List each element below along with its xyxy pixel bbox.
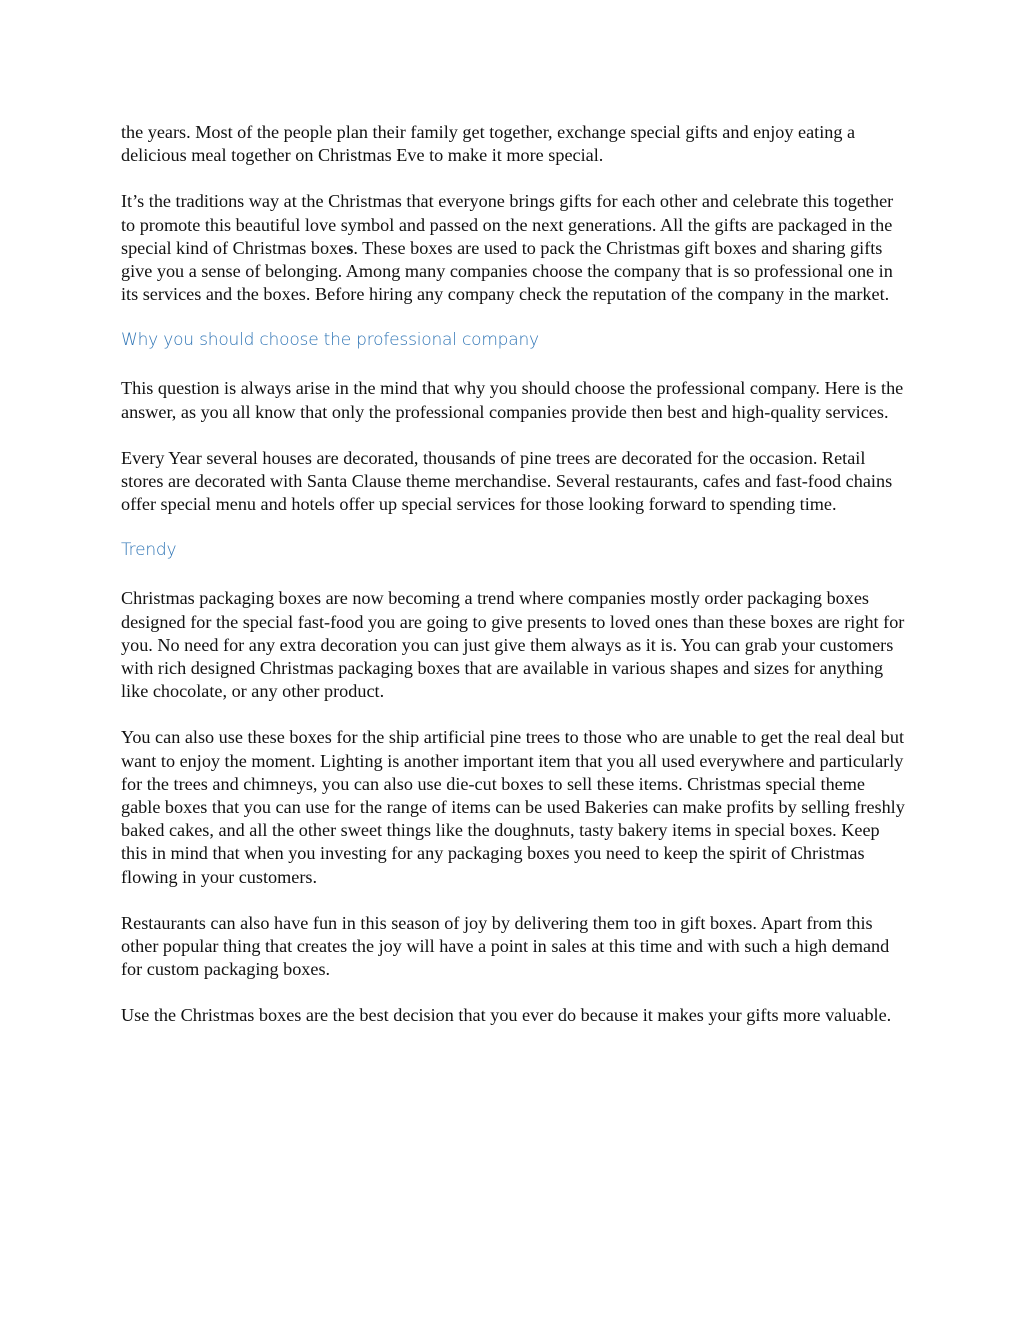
paragraph-why-professional: This question is always arise in the mind that why you should choose the professional company. Here is the answer, as you all know that only the professional companies provide then best and high-quality services. [121,378,904,422]
section-heading-trendy: Trendy [121,540,177,561]
paragraph-ship-pine-trees: You can also use these boxes for the ship artificial pine trees to those who are unable to get the real deal but want to enjoy the moment. Lighting is another important item that you all used everywhere and particularly for the trees and chimneys, you can also use die-cut boxes to sell these items. Christmas special theme gable boxes that you can use for the range of items can be used Bakeries can make profits by selling freshly baked cakes, and all the other sweet things like the doughnuts, tasty bakery items in special boxes. Keep this in mind that when you investing for any packaging boxes you need to keep the spirit of Christmas flowing in your customers. [121,727,905,887]
paragraph-every-year: Every Year several houses are decorated, thousands of pine trees are decorated for the occasion. Retail stores are decorated with Santa Clause theme merchandise. Several restaurants, cafes and fast-food chains offer special menu and hotels offer up special services for those looking forward to spending time. [121,447,893,515]
paragraph-intro-continued: the years. Most of the people plan their family get together, exchange special gifts and enjoy eating a delicious meal together on Christmas Eve to make it more special. [121,122,856,166]
paragraph-conclusion: Use the Christmas boxes are the best decision that you ever do because it makes your gifts more valuable. [121,1005,892,1026]
section-heading-professional-company: Why you should choose the professional company [121,330,539,351]
document-page [121,121,907,1051]
bold-letter: s [346,237,354,258]
paragraph-packaging-trend: Christmas packaging boxes are now becoming a trend where companies mostly order packaging boxes designed for the special fast-food you are going to give presents to loved ones than these boxes are right for you. No need for any extra decoration you can just give them always as it is. You can grab your customers with rich designed Christmas packaging boxes that are available in various shapes and sizes for anything like chocolate, or any other product. [121,588,905,702]
paragraph-restaurants: Restaurants can also have fun in this season of joy by delivering them too in gift boxes. Apart from this other popular thing that creates the joy will have a point in sales at this time and with such a high demand for custom packaging boxes. [121,912,890,980]
paragraph-text: It’s the traditions way at the Christmas that everyone brings gifts for each other and celebrate this together to promote this beautiful love symbol and passed on the next generations. All the gifts are packaged in the special kind of Christmas boxe [121,191,894,258]
paragraph-traditions [121,190,907,306]
paragraph-text: . These boxes are used to pack the Christmas gift boxes and sharing gifts give you a sense of belonging. Among many companies choose the company that is so professional one in its services and the boxes. Before hiring any company check the reputation of the company in the market. [121,237,893,305]
